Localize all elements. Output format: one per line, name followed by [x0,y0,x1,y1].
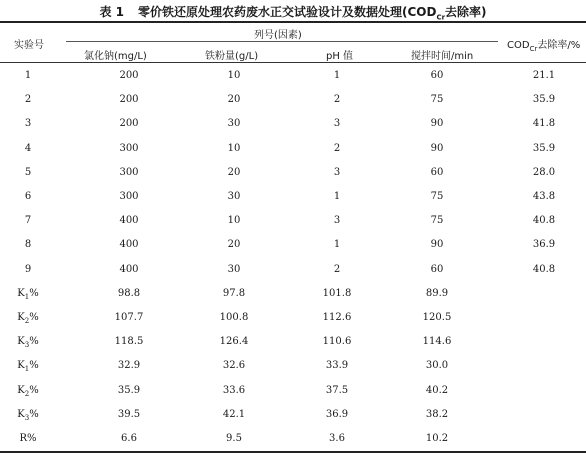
header-rule [0,62,586,63]
cell-c3: 110.6 [322,336,352,348]
cell-c4: 10.2 [425,433,449,444]
cell-c4: 75 [430,215,444,227]
row-label [17,409,38,422]
table-row [0,143,586,165]
row-label-subscript: 1 [24,365,30,374]
row-label-text: 6 [24,191,32,202]
cell-c2: 20 [227,166,241,178]
table-row [0,336,586,358]
cell-c3: 2 [333,142,341,154]
cell-c2: 20 [227,239,241,251]
header-col1: 氯化钠(mg/L) [84,51,147,62]
cell-c4: 60 [430,166,444,178]
cell-c3: 2 [333,263,341,275]
cell-c1: 300 [119,166,139,178]
row-label-text: K [17,312,25,323]
row-label-subscript: 3 [24,413,30,422]
cell-removal-rate: 41.8 [532,118,556,130]
table-row [0,312,586,334]
header-col4: 搅拌时间/min [411,51,474,62]
cell-removal-rate: 35.9 [532,94,556,106]
table-row [0,433,586,455]
cell-c4: 30.0 [425,360,449,372]
table-row [0,118,586,140]
row-label-text: K [17,287,25,299]
table-row [0,215,586,237]
cell-c1: 107.7 [114,312,144,323]
cell-c4: 40.2 [425,384,449,396]
cell-c3: 3.6 [329,433,345,444]
table-title-end: 去除率) [445,5,487,19]
cell-removal-rate: 40.8 [532,215,556,227]
row-label-suffix: % [29,360,39,372]
row-label-text: K [17,384,25,396]
row-label [25,118,31,129]
table-row [0,94,586,116]
cell-removal-rate: 43.8 [532,191,556,202]
cell-c1: 32.9 [117,360,141,372]
cell-c1: 6.6 [121,433,137,444]
row-label [17,336,38,349]
header-col3: pH 值 [326,51,354,62]
table-row [0,167,586,189]
cell-c2: 33.6 [222,384,246,396]
row-label [17,360,38,373]
table-row [0,239,586,261]
table-row [0,360,586,382]
cell-c4: 90 [430,142,444,154]
cell-c2: 100.8 [219,312,249,323]
cell-c2: 10 [227,70,241,81]
row-label [25,191,31,202]
cell-c4: 90 [430,239,444,251]
cell-c3: 112.6 [322,312,352,323]
cell-c3: 3 [333,118,341,130]
cell-c2: 42.1 [222,408,246,420]
row-label [17,385,38,398]
cell-c2: 10 [227,142,241,154]
header-result-subscript: Cr [529,45,538,53]
row-label [25,143,31,154]
cell-c3: 3 [333,166,341,178]
cell-c2: 10 [227,215,241,227]
cell-c4: 75 [430,191,444,202]
cell-c3: 2 [333,94,341,106]
row-label-text: 8 [24,239,32,251]
row-label-text: 2 [24,94,32,106]
row-label-suffix: % [29,287,39,299]
cell-removal-rate: 40.8 [532,263,556,275]
cell-c1: 98.8 [117,287,141,299]
row-label-suffix: % [27,433,37,444]
cell-c1: 400 [119,215,139,227]
cell-c1: 200 [119,118,139,130]
cell-removal-rate: 28.0 [532,166,556,178]
cell-c3: 37.5 [325,384,349,396]
cell-c1: 400 [119,239,139,251]
row-label [25,239,31,250]
table-number: 表 1 [99,5,124,19]
cell-c1: 200 [119,70,139,81]
row-label-suffix: % [29,336,39,348]
row-label-text: K [17,408,25,420]
row-label-subscript: 1 [24,292,30,301]
row-label [25,70,31,81]
table-row [0,409,586,431]
cell-c4: 90 [430,118,444,130]
table-caption [0,3,586,21]
row-label-suffix: % [29,312,39,323]
row-label-subscript: 2 [24,317,30,325]
header-result [507,36,580,53]
row-label-text: 9 [24,263,32,275]
cell-c2: 30 [227,191,241,202]
cell-c4: 60 [430,70,444,81]
table-row [0,288,586,310]
header-result-post: 去除率/% [537,40,581,51]
cell-removal-rate: 35.9 [532,142,556,154]
table-row [0,70,586,92]
cell-removal-rate: 21.1 [532,70,556,81]
table-row [0,264,586,286]
cell-c1: 118.5 [114,336,144,348]
header-exp-no: 实验号 [14,40,44,51]
cell-c2: 30 [227,263,241,275]
table-row [0,191,586,213]
cell-c3: 33.9 [325,360,349,372]
cell-c2: 20 [227,94,241,106]
cell-c3: 3 [333,215,341,227]
cell-c4: 75 [430,94,444,106]
row-label-subscript: 2 [24,389,30,398]
cell-c4: 60 [430,263,444,275]
cell-c1: 300 [119,142,139,154]
cell-c2: 32.6 [222,360,246,372]
row-label-text: 3 [24,118,32,130]
header-col2: 铁粉量(g/L) [205,51,259,62]
cell-c1: 300 [119,191,139,202]
row-label [25,94,31,105]
row-label-text: R [19,433,28,444]
row-label-text: 4 [24,142,32,154]
top-rule [0,21,586,23]
header-result-pre: COD [507,40,530,51]
table-title-subscript: Cr [436,13,446,22]
row-label [17,312,38,325]
row-label [25,215,31,226]
row-label [17,288,38,301]
row-label-text: K [17,336,25,348]
cell-c2: 126.4 [219,336,249,348]
cell-c3: 1 [333,191,341,202]
cell-c4: 89.9 [425,287,449,299]
row-label-suffix: % [29,408,39,420]
cell-c1: 39.5 [117,408,141,420]
row-label [25,264,31,275]
row-label-text: K [17,360,25,372]
table-title: 零价铁还原处理农药废水正交试验设计及数据处理(COD [137,5,437,19]
cell-removal-rate: 36.9 [532,239,556,251]
cell-c1: 35.9 [117,384,141,396]
cell-c2: 9.5 [226,433,242,444]
cell-c4: 120.5 [422,312,452,323]
cell-c3: 36.9 [325,408,349,420]
row-label-text: 5 [24,166,32,178]
cell-c1: 200 [119,94,139,106]
cell-c4: 38.2 [425,408,449,420]
cell-c2: 30 [227,118,241,130]
cell-c3: 1 [333,70,341,81]
row-label [25,167,31,178]
row-label-text: 1 [24,70,32,81]
row-label-suffix: % [29,384,39,396]
cell-c3: 1 [333,239,341,251]
cell-c3: 101.8 [322,287,352,299]
cell-c1: 400 [119,263,139,275]
header-factors: 列号(因素) [254,30,302,41]
row-label-subscript: 3 [24,341,30,350]
factor-group-rule [66,41,498,42]
table-row [0,385,586,407]
row-label [19,433,36,444]
cell-c2: 97.8 [222,287,246,299]
cell-c4: 114.6 [422,336,452,348]
row-label-text: 7 [24,215,32,227]
